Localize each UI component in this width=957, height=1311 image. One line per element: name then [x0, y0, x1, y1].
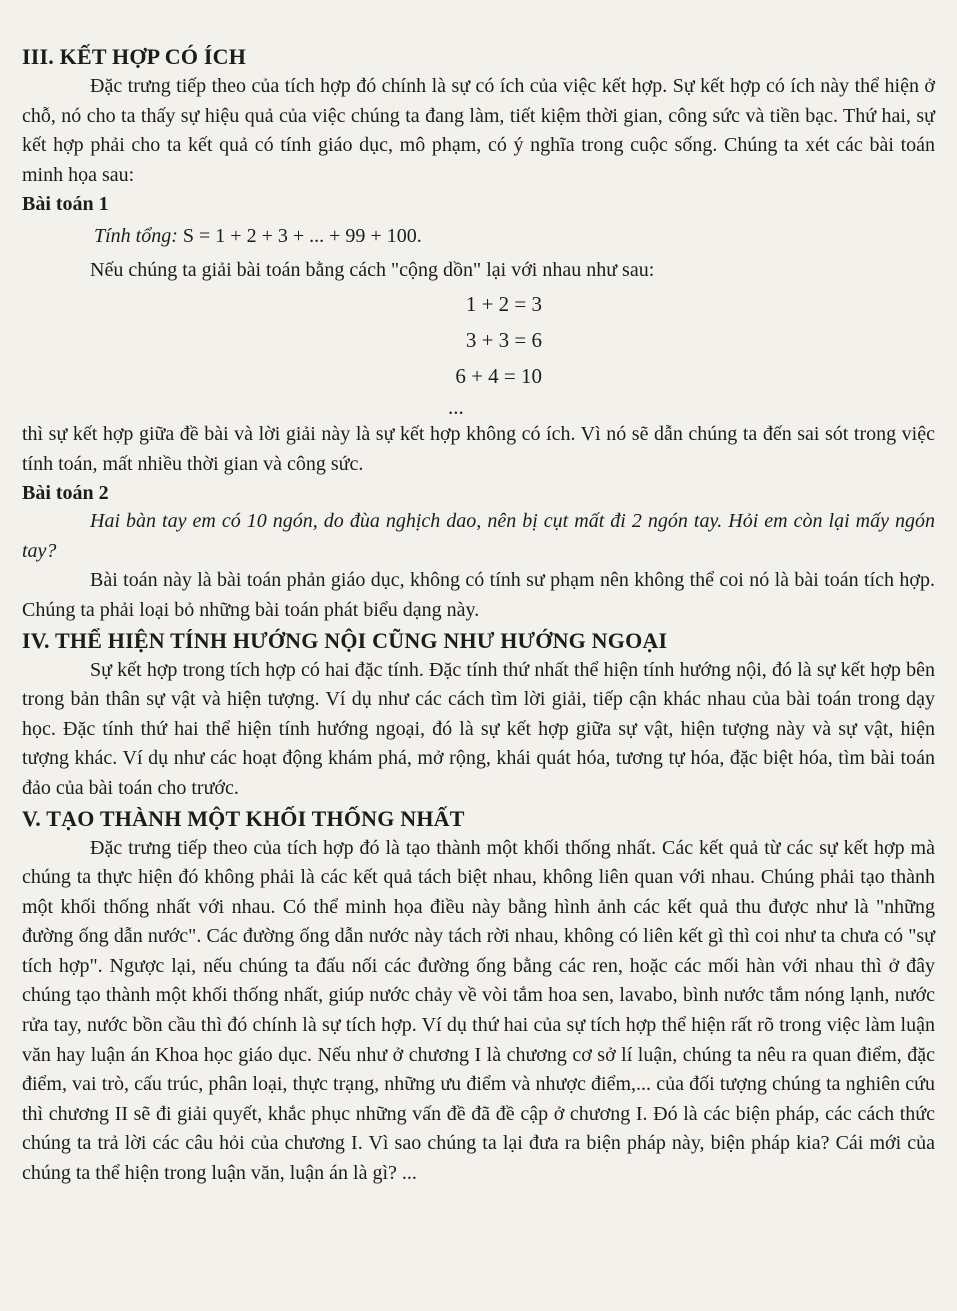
problem-1-title: Bài toán 1	[22, 193, 109, 216]
problem-1-intro: Nếu chúng ta giải bài toán bằng cách "cộng dồn" lại với nhau như sau:	[90, 259, 655, 282]
section-5-paragraph: Đặc trưng tiếp theo của tích hợp đó là tạo thành một khối thống nhất. Các kết quả từ các sự kết hợp mà chúng ta thực hiện đó không phải là các kết quả tách biệt nhau, không liên quan với nhau. Chúng phải tạo thành một khối thống nhất với nhau. Có thể minh họa điều này bằng hình ảnh các kết quả thu được như là "những đường ống dẫn nước". Các đường ống dẫn nước này tách rời nhau, không có liên kết gì thì coi như ta chưa có "sự tích hợp". Ngược lại, nếu chúng ta đấu nối các đường ống bằng các ren, hoặc các mối hàn với nhau thì ở đây chúng tạo thành một khối thống nhất, giúp nước chảy về vòi tắm hoa sen, lavabo, bình nước tắm nóng lạnh, nước rửa tay, nước bồn cầu thì đó chính là sự tích hợp. Ví dụ thứ hai của sự tích hợp thể hiện rất rõ trong việc làm luận văn hay luận án Khoa học giáo dục. Nếu như ở chương I là chương cơ sở lí luận, chúng ta nêu ra quan điểm, đặc điểm, vai trò, cấu trúc, phân loại, thực trạng, những ưu điểm và nhược điểm,... của đối tượng chúng ta nghiên cứu thì chương II sẽ đi giải quyết, khắc phục những vấn đề đã đề cập ở chương I. Đó là các biện pháp, các cách thức chúng ta trả lời các câu hỏi của chương I. Vì sao chúng ta lại đưa ra biện pháp này, biện pháp kia? Cái mới của chúng ta thể hiện trong luận văn, luận án là gì? ...	[22, 836, 935, 1185]
calc-step: 1 + 2 = 3	[465, 291, 542, 316]
calc-step: 3 + 3 = 6	[465, 327, 542, 352]
formula-expression: S = 1 + 2 + 3 + ... + 99 + 100.	[182, 225, 422, 248]
calc-step: 6 + 4 = 10	[455, 363, 542, 388]
problem-2-statement: Hai bàn tay em có 10 ngón, do đùa nghịch dao, nên bị cụt mất đi 2 ngón tay. Hỏi em còn lại mấy ngón tay?	[22, 510, 935, 562]
section-3-heading: III. KẾT HỢP CÓ ÍCH	[22, 44, 247, 69]
section-3-paragraph: Đặc trưng tiếp theo của tích hợp đó chính là sự có ích của việc kết hợp. Sự kết hợp có ích này thể hiện ở chỗ, nó cho ta thấy sự hiệu quả của việc chúng ta đang làm, tiết kiệm thời gian, công sức và tiền bạc. Thứ hai, sự kết hợp phải cho ta kết quả có tính giáo dục, mô phạm, có ý nghĩa trong cuộc sống. Chúng ta xét các bài toán minh họa sau:	[22, 75, 935, 186]
formula-label: Tính tổng:	[94, 225, 178, 248]
cumulative-sum-steps	[22, 286, 542, 420]
section-4-heading: IV. THỂ HIỆN TÍNH HƯỚNG NỘI CŨNG NHƯ HƯỚNG NGOẠI	[22, 627, 668, 653]
section-4-paragraph: Sự kết hợp trong tích hợp có hai đặc tính. Đặc tính thứ nhất thể hiện tính hướng nội, đó là sự kết hợp bên trong bản thân sự vật và hiện tượng. Ví dụ như các cách tìm lời giải, tiếp cận khác nhau của bài toán trong dạy học. Đặc tính thứ hai thể hiện tính hướng ngoại, đó là sự kết hợp giữa sự vật, hiện tượng này và sự vật, hiện tượng khác. Ví dụ như các hoạt động khám phá, mở rộng, khái quát hóa, tương tự hóa, đặc biệt hóa, tìm bài toán đảo của bài toán cho trước.	[22, 658, 935, 799]
problem-2-comment: Bài toán này là bài toán phản giáo dục, không có tính sư phạm nên không thể coi nó là bài toán tích hợp. Chúng ta phải loại bỏ những bài toán phát biểu dạng này.	[22, 569, 935, 621]
section-5-heading: V. TẠO THÀNH MỘT KHỐI THỐNG NHẤT	[22, 805, 465, 831]
calc-ellipsis: ...	[448, 394, 464, 419]
problem-2-title: Bài toán 2	[22, 482, 109, 505]
problem-1-formula	[22, 220, 935, 252]
problem-1-conclusion: thì sự kết hợp giữa đề bài và lời giải này là sự kết hợp không có ích. Vì nó sẽ dẫn chúng ta đến sai sót trong việc tính toán, mất nhiều thời gian và công sức.	[22, 422, 935, 475]
